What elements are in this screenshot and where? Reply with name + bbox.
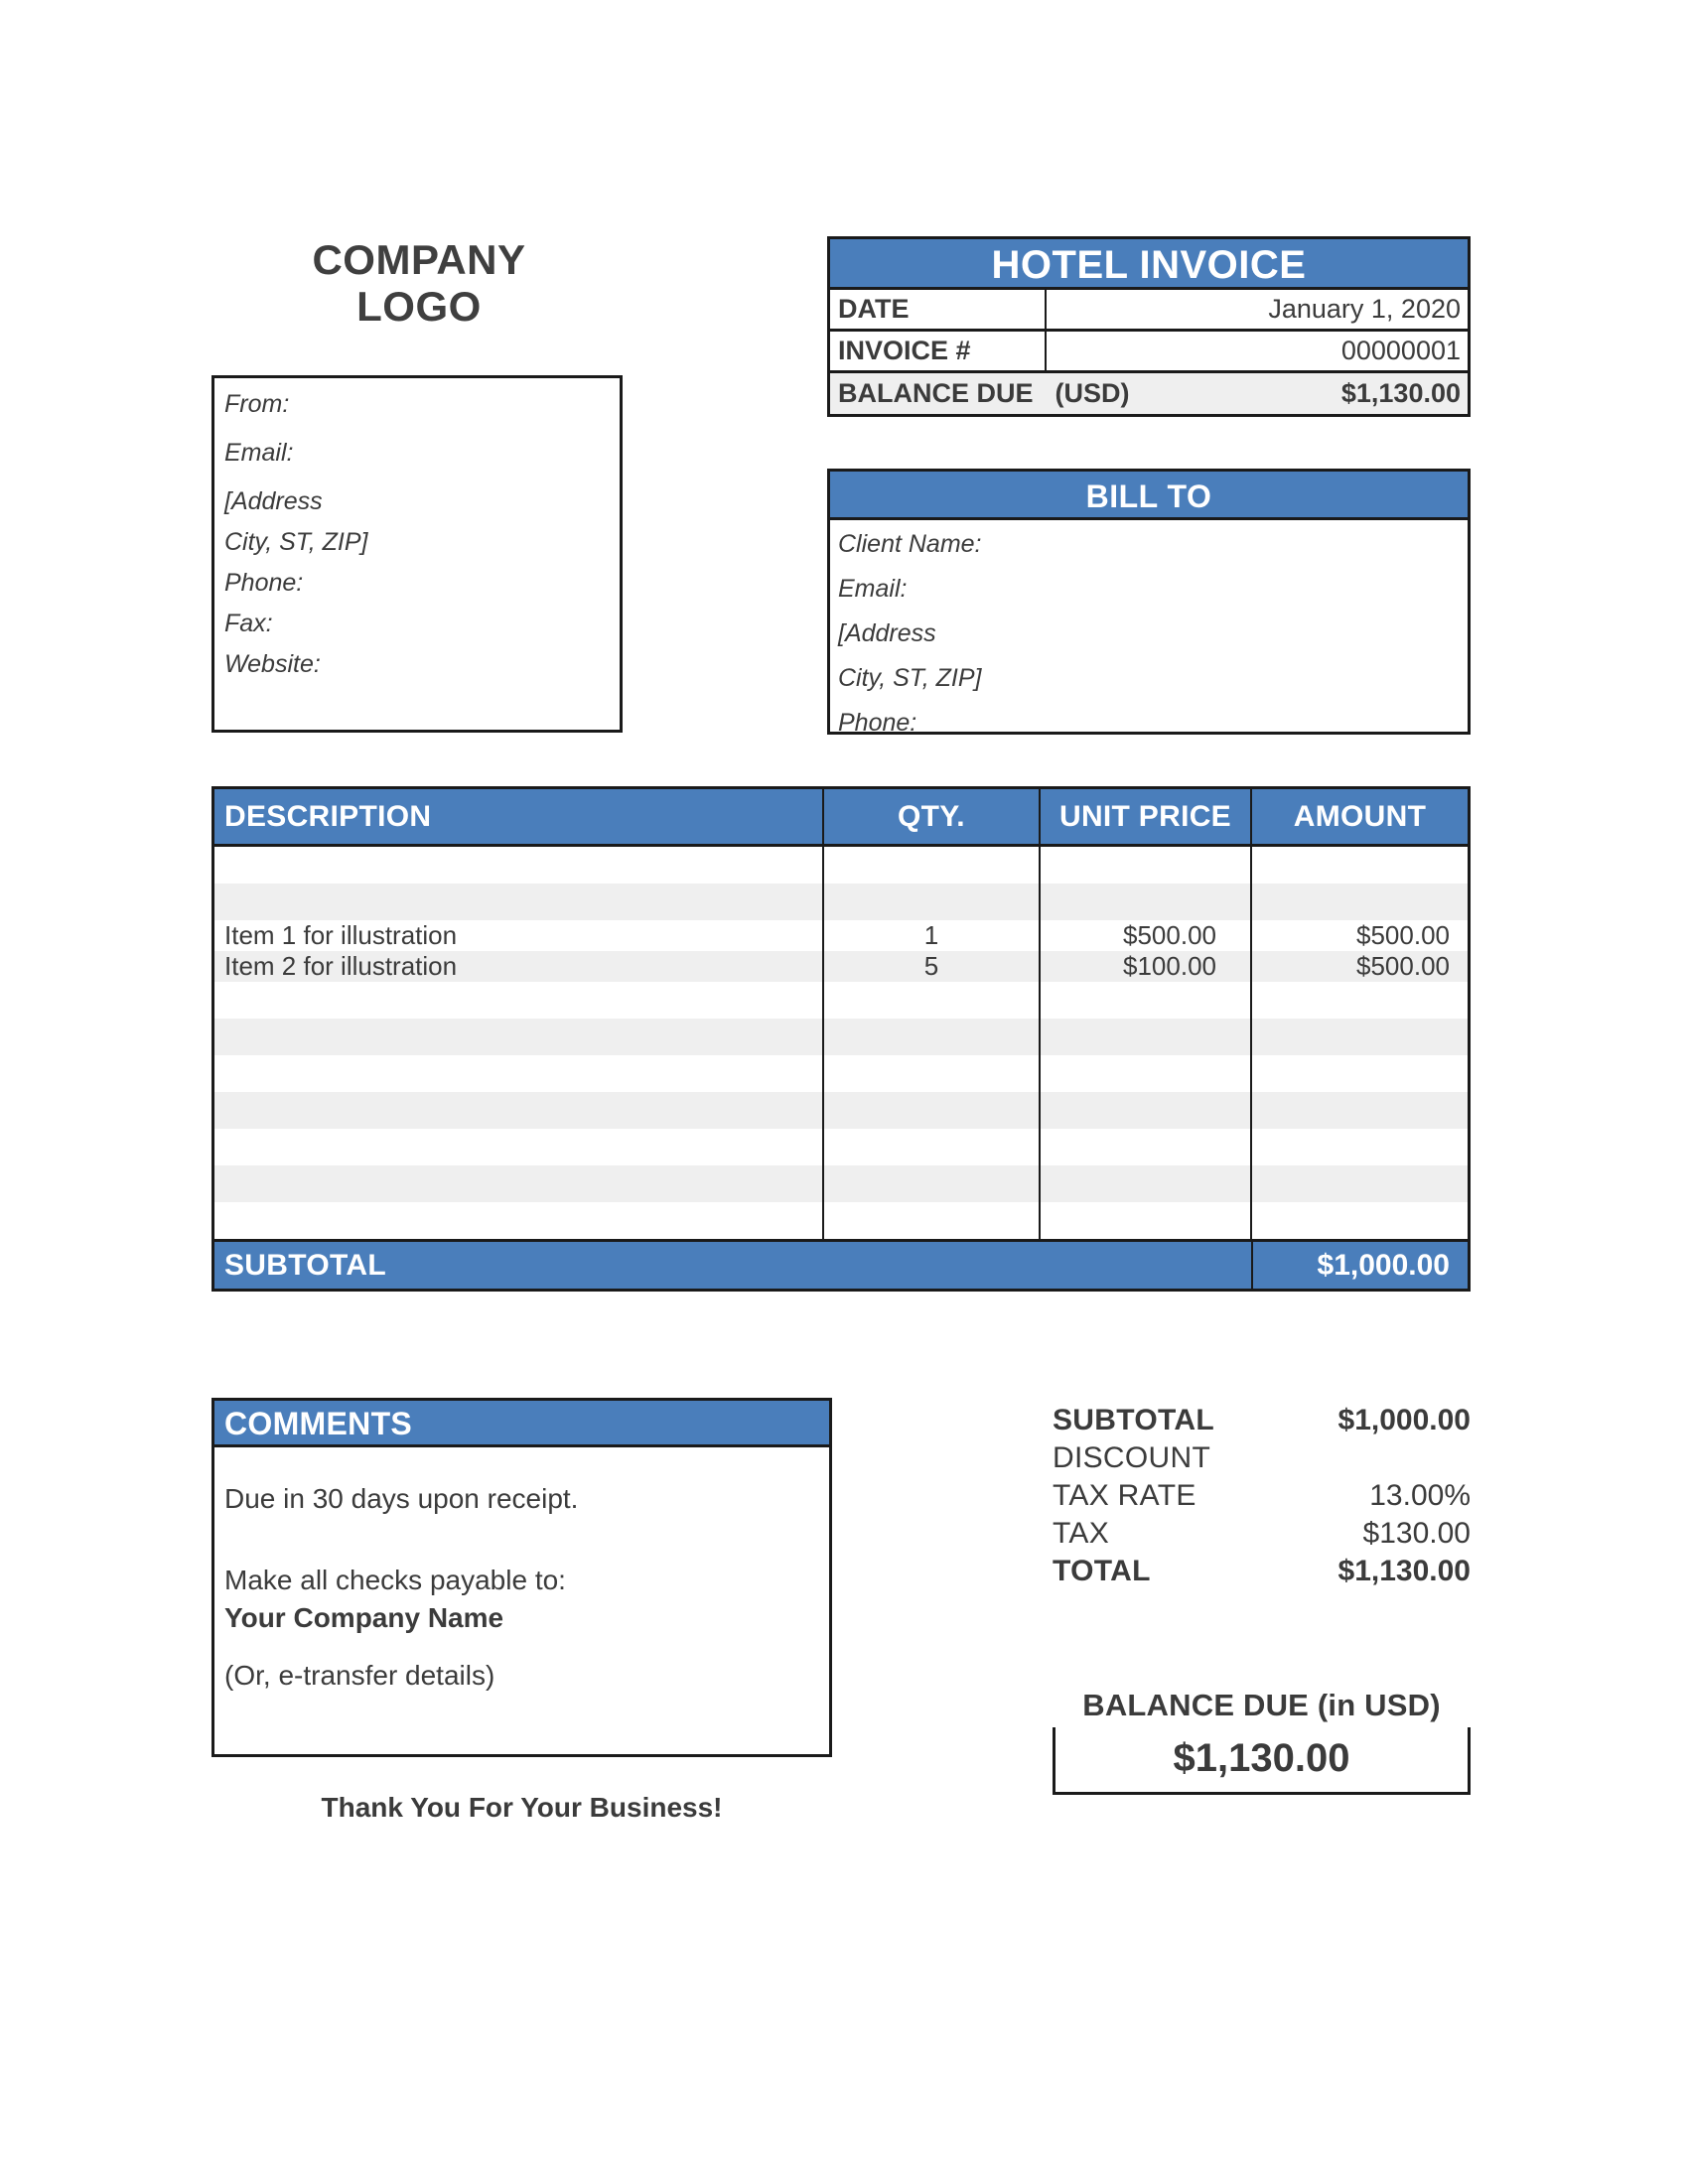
- sender-phone-label: Phone:: [224, 569, 304, 597]
- cell-amount: [1251, 1202, 1468, 1239]
- bill-to-body: [827, 520, 1471, 735]
- totals-subtotal-value: $1,000.00: [1337, 1404, 1471, 1436]
- totals-total-row: [1053, 1555, 1471, 1592]
- client-address-line-2: City, ST, ZIP]: [838, 664, 982, 692]
- cell-qty: [823, 1129, 1040, 1165]
- company-logo: [211, 236, 627, 330]
- invoice-balance-due-row: [827, 373, 1471, 417]
- bill-to-title: BILL TO: [827, 469, 1471, 520]
- invoice-number-label: INVOICE #: [830, 332, 1047, 370]
- totals-tax-row: [1053, 1517, 1471, 1555]
- table-row[interactable]: [214, 1092, 1468, 1129]
- cell-unit-price: [1040, 884, 1251, 920]
- table-row[interactable]: [214, 1019, 1468, 1055]
- line-items-table: [214, 789, 1468, 1239]
- table-row[interactable]: [214, 884, 1468, 920]
- cell-description: [214, 846, 823, 885]
- totals-tax-value: $130.00: [1362, 1517, 1471, 1550]
- cell-amount: $500.00: [1356, 920, 1450, 950]
- invoice-number-row: [827, 332, 1471, 373]
- totals-discount-label: DISCOUNT: [1053, 1441, 1211, 1474]
- cell-description: [214, 1019, 823, 1055]
- totals-subtotal-row: [1053, 1404, 1471, 1441]
- cell-qty: [823, 846, 1040, 885]
- totals-discount-row: [1053, 1441, 1471, 1479]
- cell-description: [214, 1202, 823, 1239]
- totals-tax-rate-value: 13.00%: [1369, 1479, 1471, 1512]
- cell-description: [214, 1092, 823, 1129]
- sender-details-box: [211, 375, 623, 733]
- line-items-body: [214, 846, 1468, 1240]
- client-phone-label: Phone:: [838, 709, 917, 737]
- cell-qty: [823, 884, 1040, 920]
- totals-total-value: $1,130.00: [1337, 1555, 1471, 1587]
- cell-description: [214, 1055, 823, 1092]
- cell-unit-price: [1040, 1092, 1251, 1129]
- cell-description: [214, 982, 823, 1019]
- cell-qty: 5: [823, 951, 1040, 982]
- table-row[interactable]: [214, 920, 1468, 951]
- cell-amount: [1251, 1092, 1468, 1129]
- company-logo-line-2: LOGO: [356, 283, 482, 331]
- table-row[interactable]: [214, 982, 1468, 1019]
- column-header-qty: QTY.: [823, 789, 1040, 846]
- cell-unit-price: [1040, 1129, 1251, 1165]
- table-row[interactable]: [214, 1055, 1468, 1092]
- balance-due-currency: (USD): [1055, 378, 1130, 408]
- totals-tax-rate-row: [1053, 1479, 1471, 1517]
- comments-block: [211, 1398, 832, 1757]
- cell-unit-price: [1040, 1055, 1251, 1092]
- invoice-date-row: [827, 290, 1471, 332]
- thank-you-message: Thank You For Your Business!: [321, 1792, 723, 1823]
- table-row[interactable]: [214, 1165, 1468, 1202]
- column-header-amount: AMOUNT: [1251, 789, 1468, 846]
- table-row[interactable]: [214, 1129, 1468, 1165]
- cell-amount: [1251, 982, 1468, 1019]
- cell-qty: [823, 1202, 1040, 1239]
- invoice-number-value: 00000001: [1340, 336, 1461, 365]
- comments-title: COMMENTS: [211, 1398, 832, 1447]
- cell-qty: [823, 1092, 1040, 1129]
- cell-description: Item 1 for illustration: [214, 920, 823, 951]
- comments-body[interactable]: [211, 1447, 832, 1757]
- invoice-header-block: [827, 236, 1471, 417]
- cell-description: [214, 884, 823, 920]
- cell-amount: [1251, 1019, 1468, 1055]
- cell-amount: [1251, 884, 1468, 920]
- client-address-line-1: [Address: [838, 619, 936, 647]
- totals-tax-label: TAX: [1053, 1517, 1110, 1550]
- balance-due-footer-label: BALANCE DUE (in USD): [1082, 1688, 1441, 1722]
- cell-amount: [1251, 1055, 1468, 1092]
- cell-unit-price: $100.00: [1040, 951, 1251, 982]
- column-header-description: DESCRIPTION: [214, 789, 823, 846]
- comments-line-2: Make all checks payable to:: [224, 1565, 566, 1595]
- invoice-balance-due-label: [830, 373, 1170, 414]
- cell-amount: [1251, 1129, 1468, 1165]
- cell-unit-price: [1040, 1165, 1251, 1202]
- sender-website-label: Website:: [224, 650, 321, 678]
- cell-unit-price: $500.00: [1040, 920, 1251, 951]
- balance-due-footer-value: $1,130.00: [1053, 1727, 1471, 1795]
- cell-description: [214, 1129, 823, 1165]
- cell-unit-price: [1040, 846, 1251, 885]
- cell-description: Item 2 for illustration: [214, 951, 823, 982]
- comments-line-1: Due in 30 days upon receipt.: [224, 1483, 579, 1514]
- cell-unit-price: [1040, 982, 1251, 1019]
- totals-subtotal-label: SUBTOTAL: [1053, 1404, 1214, 1436]
- cell-qty: [823, 982, 1040, 1019]
- comments-line-4: (Or, e-transfer details): [224, 1660, 495, 1691]
- line-items-section: [211, 786, 1471, 1292]
- sender-address-line-2: City, ST, ZIP]: [224, 528, 368, 556]
- client-name-label: Client Name:: [838, 530, 982, 558]
- balance-due-text: BALANCE DUE: [838, 378, 1034, 408]
- cell-unit-price: [1040, 1019, 1251, 1055]
- table-row[interactable]: [214, 1202, 1468, 1239]
- invoice-date-value: January 1, 2020: [1268, 294, 1461, 324]
- comments-company-name: Your Company Name: [224, 1602, 504, 1633]
- totals-block: [1053, 1404, 1471, 1592]
- table-subtotal-row: [214, 1239, 1468, 1289]
- invoice-date-label: DATE: [830, 290, 1047, 329]
- cell-qty: [823, 1055, 1040, 1092]
- table-row[interactable]: [214, 951, 1468, 982]
- sender-fax-label: Fax:: [224, 610, 273, 637]
- sender-from-label: From:: [224, 390, 290, 418]
- line-items-header: [214, 789, 1468, 846]
- cell-amount: [1251, 846, 1468, 885]
- cell-description: [214, 1165, 823, 1202]
- column-header-unit-price: UNIT PRICE: [1040, 789, 1251, 846]
- table-header-row: [214, 789, 1468, 846]
- bill-to-block: [827, 469, 1471, 735]
- table-subtotal-value: $1,000.00: [1251, 1242, 1468, 1289]
- invoice-title: HOTEL INVOICE: [827, 236, 1471, 290]
- cell-amount: [1251, 1165, 1468, 1202]
- cell-unit-price: [1040, 1202, 1251, 1239]
- table-row[interactable]: [214, 846, 1468, 885]
- invoice-balance-due-value: $1,130.00: [1340, 378, 1461, 408]
- company-logo-line-1: COMPANY: [312, 236, 526, 283]
- client-email-label: Email:: [838, 575, 908, 603]
- totals-total-label: TOTAL: [1053, 1555, 1151, 1587]
- cell-qty: [823, 1165, 1040, 1202]
- cell-qty: 1: [823, 920, 1040, 951]
- sender-email-label: Email:: [224, 439, 294, 467]
- cell-qty: [823, 1019, 1040, 1055]
- sender-address-line-1: [Address: [224, 487, 323, 515]
- totals-tax-rate-label: TAX RATE: [1053, 1479, 1196, 1512]
- cell-amount: $500.00: [1251, 951, 1468, 982]
- table-subtotal-label: SUBTOTAL: [224, 1249, 386, 1282]
